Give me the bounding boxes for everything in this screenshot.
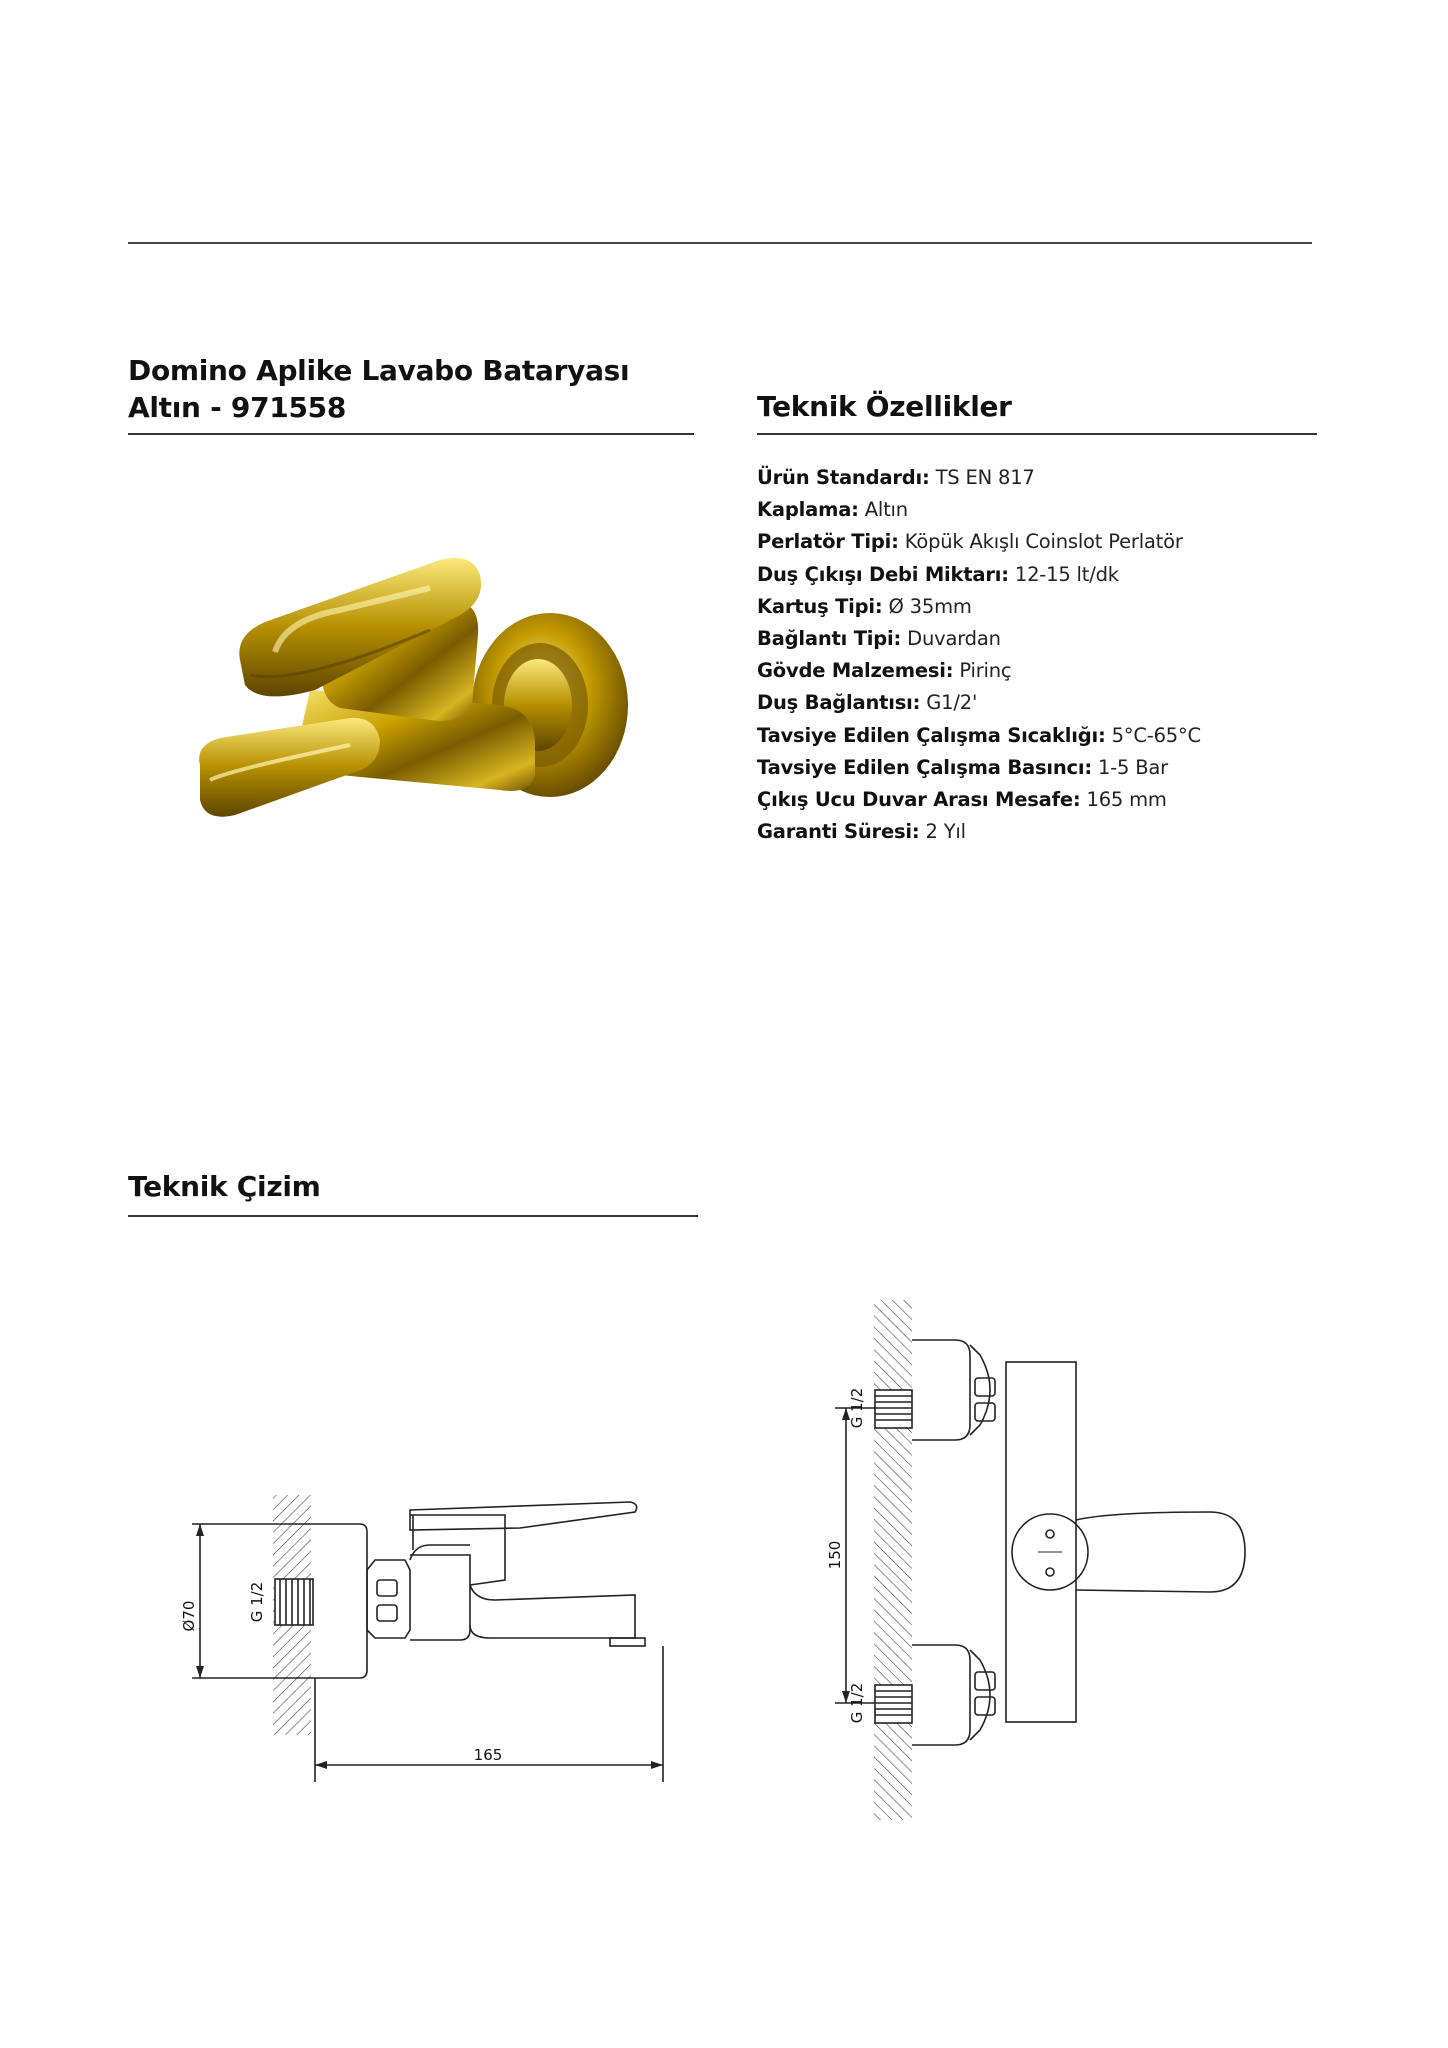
spec-item [757,655,1201,687]
top-divider [128,242,1312,244]
spec-label: Tavsiye Edilen Çalışma Sıcaklığı: [757,723,1106,747]
spec-value: Pirinç [959,659,1012,683]
drawing-divider [128,1215,698,1217]
thread-label-bottom: G 1/2 [848,1682,866,1724]
spec-item [757,784,1201,816]
thread-label-side: G 1/2 [248,1581,266,1623]
length-label: 165 [473,1746,503,1764]
spec-list [757,462,1201,848]
spec-label: Ürün Standardı: [757,466,930,489]
spec-label: Kaplama: [757,498,859,522]
spec-value: TS EN 817 [935,466,1035,489]
spec-value: 1-5 Bar [1097,755,1168,779]
drawing-heading: Teknik Çizim [128,1170,321,1203]
spec-item [757,559,1201,591]
front-view-drawing [780,1290,1320,1830]
spec-item [757,720,1201,752]
spec-value: 165 mm [1086,788,1167,812]
spec-value: 2 Yıl [925,820,966,844]
spec-label: Kartuş Tipi: [757,594,883,618]
spec-value: Duvardan [907,627,1001,651]
spec-value: Ø 35mm [888,594,972,618]
height-label: 150 [826,1540,844,1570]
spec-label: Gövde Malzemesi: [757,659,954,683]
spec-value: 12-15 lt/dk [1014,562,1119,586]
spec-value: 5°C-65°C [1111,723,1201,747]
thread-label-top: G 1/2 [848,1387,866,1429]
specs-divider [757,433,1317,435]
spec-label: Tavsiye Edilen Çalışma Basıncı: [757,755,1092,779]
product-title-line1: Domino Aplike Lavabo Bataryası [128,354,630,387]
dia-label: Ø70 [180,1600,198,1632]
product-title-line2: Altın - 971558 [128,391,346,424]
spec-value: G1/2' [926,691,978,715]
spec-item [757,623,1201,655]
spec-item [757,687,1201,719]
product-title-divider [128,433,694,435]
spec-item [757,816,1201,848]
spec-label: Duş Çıkışı Debi Miktarı: [757,562,1009,586]
product-title [128,352,708,426]
spec-item [757,752,1201,784]
spec-value: Altın [864,498,908,522]
spec-item [757,494,1201,526]
spec-label: Çıkış Ucu Duvar Arası Mesafe: [757,788,1081,812]
spec-item [757,526,1201,558]
spec-value: Köpük Akışlı Coinslot Perlatör [904,530,1183,554]
specs-heading: Teknik Özellikler [757,390,1012,423]
product-image [190,540,660,820]
side-view-drawing [170,1420,730,1820]
spec-label: Perlatör Tipi: [757,530,899,554]
spec-label: Duş Bağlantısı: [757,691,921,715]
spec-label: Garanti Süresi: [757,820,920,844]
spec-label: Bağlantı Tipi: [757,627,902,651]
spec-item [757,462,1201,494]
spec-item [757,591,1201,623]
